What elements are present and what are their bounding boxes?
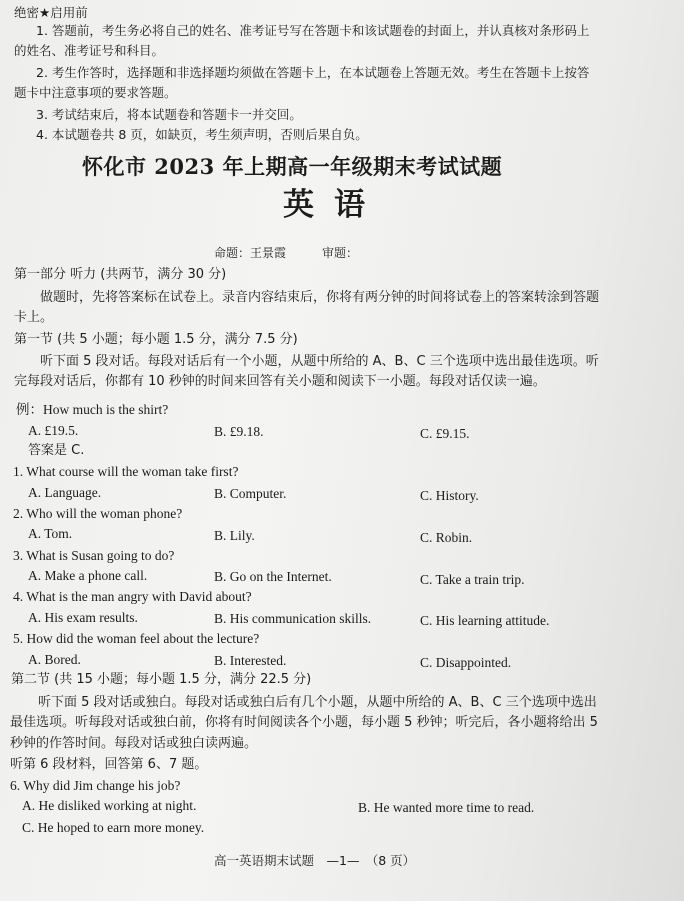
- section1-heading: 第一节 (共 5 小题；每小题 1.5 分，满分 7.5 分): [14, 332, 298, 347]
- part1-heading: 第一部分 听力 (共两节，满分 30 分): [14, 267, 227, 282]
- exam-authors: 命题：王景霞 审题：: [214, 246, 359, 260]
- part1-intro-cont: 卡上。: [14, 310, 54, 325]
- section1-intro: 听下面 5 段对话。每段对话后有一个小题，从题中所给的 A、B、C 三个选项中选出最佳选项。听: [40, 354, 599, 369]
- page-footer: 高一英语期末试题 —1— （8 页）: [214, 853, 416, 868]
- question-6: 6. Why did Jim change his job?: [10, 778, 181, 793]
- example-option-b: B. £9.18.: [214, 424, 264, 439]
- q2-option-c: C. Robin.: [420, 530, 473, 545]
- exam-subject: 英语: [283, 187, 385, 223]
- q1-option-a: A. Language.: [28, 485, 102, 500]
- section1-intro-cont: 完每段对话后，你都有 10 秒钟的时间来回答有关小题和阅读下一小题。每段对话仅读一遍。: [14, 374, 546, 389]
- q2-option-a: A. Tom.: [28, 526, 73, 541]
- material-instruction: 听第 6 段材料，回答第 6、7 题。: [10, 757, 208, 772]
- question-2: 2. Who will the woman phone?: [13, 506, 183, 521]
- q1-option-b: B. Computer.: [214, 486, 287, 501]
- note-2: 2. 考生作答时，选择题和非选择题均须做在答题卡上，在本试题卷上答题无效。考生在答题卡上按答: [36, 65, 590, 80]
- exam-title: 怀化市 2023 年上期高一年级期末考试试题: [82, 154, 503, 179]
- note-1-cont: 的姓名、准考证号和科目。: [14, 43, 165, 58]
- q4-option-a: A. His exam results.: [28, 610, 138, 625]
- q6-option-a: A. He disliked working at night.: [22, 798, 197, 813]
- note-2-cont: 题卡中注意事项的要求答题。: [14, 85, 177, 100]
- question-1: 1. What course will the woman take first?: [13, 464, 239, 479]
- question-5: 5. How did the woman feel about the lecture?: [13, 631, 260, 646]
- section2-intro-cont2: 秒钟的作答时间。每段对话或独白读两遍。: [10, 736, 258, 751]
- part1-intro: 做题时，先将答案标在试卷上。录音内容结束后，你将有两分钟的时间将试卷上的答案转涂到答题: [40, 290, 600, 305]
- q3-option-b: B. Go on the Internet.: [214, 569, 332, 584]
- q3-option-c: C. Take a train trip.: [420, 572, 525, 587]
- example-answer: 答案是 C.: [28, 443, 85, 458]
- note-1: 1. 答题前，考生务必将自己的姓名、准考证号写在答题卡和该试题卷的封面上，并认真核对条形码上: [36, 23, 590, 38]
- question-3: 3. What is Susan going to do?: [13, 548, 175, 563]
- q4-option-c: C. His learning attitude.: [420, 613, 550, 628]
- q6-option-b: B. He wanted more time to read.: [358, 800, 535, 815]
- q5-option-b: B. Interested.: [214, 653, 287, 668]
- q5-option-c: C. Disappointed.: [420, 655, 512, 670]
- q6-option-c: C. He hoped to earn more money.: [22, 820, 205, 835]
- section2-intro-cont: 最佳选项。听每段对话或独白前，你将有时间阅读各个小题，每小题 5 秒钟；听完后，各小题将给出 5: [10, 715, 598, 730]
- example-question: 例：How much is the shirt?: [16, 402, 169, 417]
- q4-option-b: B. His communication skills.: [214, 611, 372, 626]
- q5-option-a: A. Bored.: [28, 652, 81, 667]
- q1-option-c: C. History.: [420, 488, 479, 503]
- example-option-c: C. £9.15.: [420, 426, 470, 441]
- example-option-a: A. £19.5.: [28, 423, 79, 438]
- note-3: 3. 考试结束后，将本试题卷和答题卡一并交回。: [36, 107, 302, 122]
- q2-option-b: B. Lily.: [214, 528, 255, 543]
- question-4: 4. What is the man angry with David about?: [13, 589, 252, 604]
- note-4: 4. 本试题卷共 8 页，如缺页，考生须声明，否则后果自负。: [36, 127, 368, 142]
- secret-label: 绝密★启用前: [14, 5, 88, 20]
- q3-option-a: A. Make a phone call.: [28, 568, 148, 583]
- section2-intro: 听下面 5 段对话或独白。每段对话或独白后有几个小题，从题中所给的 A、B、C 三个选项中选出: [38, 695, 597, 710]
- section2-heading: 第二节 (共 15 小题；每小题 1.5 分，满分 22.5 分): [11, 672, 312, 687]
